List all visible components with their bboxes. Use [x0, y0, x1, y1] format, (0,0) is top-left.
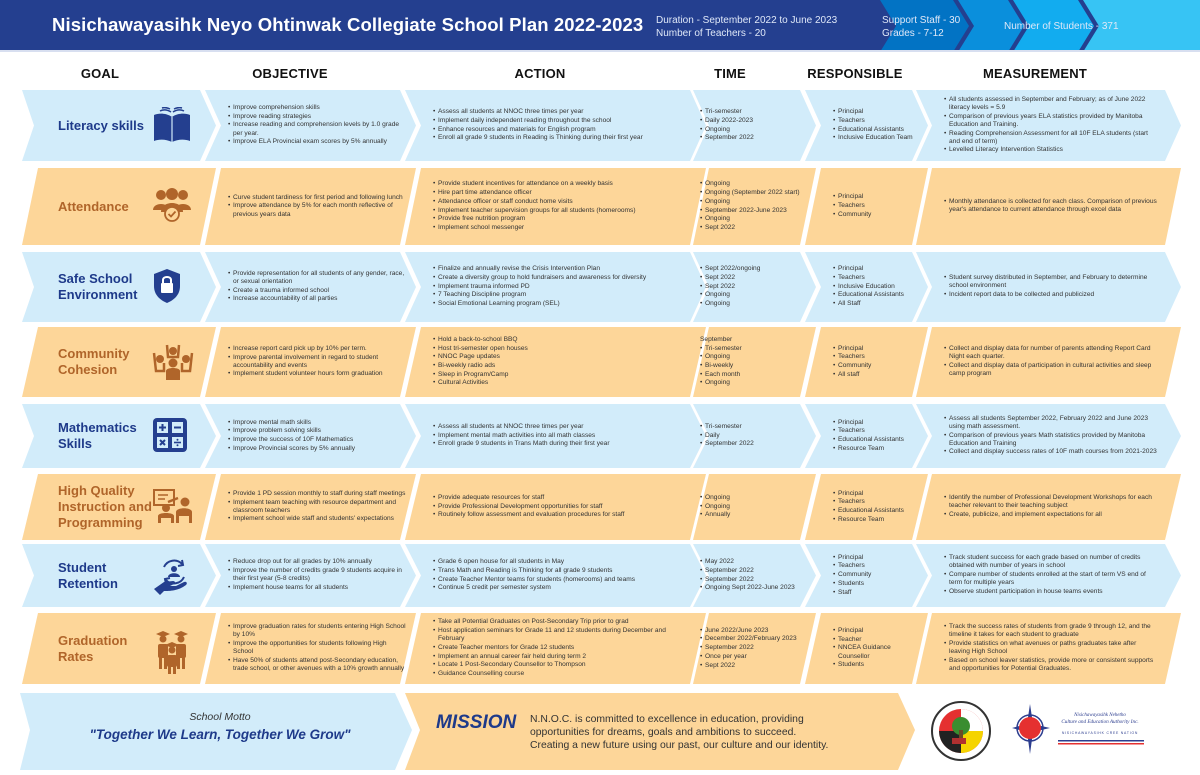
responsible-item: • NNCEA Guidance Counsellor — [833, 644, 918, 660]
logo-text-line3: NISICHAWAYASIHK CREE NATION — [1061, 731, 1139, 735]
action-item: • Implement school messenger — [433, 224, 688, 232]
plan-row-student-retention — [0, 544, 1200, 607]
responsible-cell — [833, 616, 918, 681]
goal-text: Graduation Rates — [58, 632, 128, 664]
action-item: • Locate 1 Post-Secondary Counsellor to Thompson — [433, 661, 688, 669]
time-item: • Ongoing — [700, 503, 800, 511]
column-header-time: TIME — [714, 66, 746, 81]
objective-item: • Improve reading strategies — [228, 113, 408, 121]
time-item: • Tri-semester — [700, 423, 800, 431]
time-cell — [700, 171, 800, 242]
measurement-item: • Assess all students September 2022, February 2022 and June 2023 using math assessment. — [944, 415, 1159, 431]
objective-cell — [228, 616, 408, 681]
responsible-item: • Principal — [833, 627, 918, 635]
time-list — [700, 180, 800, 232]
measurement-item: • Collect and display success rates of 10F math courses from 2021-2023 — [944, 448, 1159, 456]
logo-text-line2: Culture and Education Authority Inc. — [1061, 719, 1139, 725]
time-item: • Tri-semester — [700, 108, 800, 116]
action-item: • Create Teacher mentors for Grade 12 students — [433, 644, 688, 652]
students-count: Number of Students - 371 — [1004, 21, 1119, 32]
time-item: • Ongoing — [700, 126, 800, 134]
objective-list — [228, 194, 408, 219]
mission-statement — [530, 713, 870, 752]
responsible-list — [833, 554, 918, 597]
responsible-item: • Inclusive Education Team — [833, 134, 918, 142]
duration-text: Duration - September 2022 to June 2023 — [656, 15, 838, 26]
graduates-icon — [152, 630, 192, 679]
goal-label — [58, 544, 158, 607]
objective-list — [228, 270, 408, 304]
education-authority-logo — [1010, 702, 1170, 758]
action-item: • Create Teacher Mentor teams for students (homerooms) and teams — [433, 576, 688, 584]
plan-row-graduation-rates — [0, 613, 1200, 684]
time-item: • Ongoing — [700, 215, 800, 223]
time-item: • Annually — [700, 511, 800, 519]
time-item: • Ongoing — [700, 198, 800, 206]
measurement-list — [944, 494, 1159, 519]
action-item: • Continue 5 credit per semester system — [433, 584, 688, 592]
time-item: • Sept 2022/ongoing — [700, 265, 800, 273]
time-list — [700, 558, 800, 593]
time-item: • Bi-weekly — [700, 362, 800, 370]
action-item: • Guidance Counselling course — [433, 670, 688, 678]
measurement-item: • Student survey distributed in September, and February to determine school environment — [944, 274, 1159, 290]
responsible-item: • Educational Assistants — [833, 436, 918, 444]
responsible-item: • Teachers — [833, 427, 918, 435]
action-item: • Assess all students at NNOC three times per year — [433, 423, 688, 431]
plan-row-mathematics-skills — [0, 404, 1200, 468]
measurement-cell — [944, 616, 1159, 681]
mission-line: opportunities for dreams, goals and ambitions to succeed. — [530, 727, 797, 738]
time-item: • Ongoing — [700, 291, 800, 299]
responsible-item: • Teachers — [833, 274, 918, 282]
responsible-item: • Resource Team — [833, 516, 918, 524]
action-list — [433, 494, 688, 520]
page-header — [0, 0, 1200, 52]
time-cell — [700, 93, 800, 158]
time-item: • June 2022/June 2023 — [700, 627, 800, 635]
responsible-list — [833, 345, 918, 380]
objective-item: • Improve comprehension skills — [228, 104, 408, 112]
responsible-item: • Inclusive Education — [833, 283, 918, 291]
responsible-item: • Teachers — [833, 562, 918, 570]
time-cell — [700, 547, 800, 604]
time-item: • Daily 2022-2023 — [700, 117, 800, 125]
measurement-item: • Provide statistics on what avenues or paths graduates take after leaving High School — [944, 640, 1159, 656]
time-item: • Ongoing — [700, 379, 800, 387]
time-list — [700, 423, 800, 449]
plan-row-safe-school-environment — [0, 252, 1200, 322]
calculator-icon — [152, 417, 188, 458]
objective-item: • Create a trauma informed school — [228, 287, 408, 295]
measurement-item: • Collect and display data of participation in cultural activities and sleep camp program — [944, 362, 1159, 378]
objective-cell — [228, 255, 408, 319]
time-item: • Tri-semester — [700, 345, 800, 353]
measurement-item: • Track the success rates of students from grade 9 through 12, and the timeline it takes for each student to graduate — [944, 623, 1159, 639]
responsible-item: • Principal — [833, 419, 918, 427]
column-header-goal: GOAL — [80, 66, 120, 81]
measurement-cell — [944, 93, 1159, 158]
responsible-list — [833, 265, 918, 308]
objective-item: • Have 50% of students attend post-Secondary education, trade school, or other avenues with a 10% growth annually — [228, 657, 408, 673]
responsible-item: • Community — [833, 571, 918, 579]
time-item: • September 2022 — [700, 644, 800, 652]
goal-label — [58, 252, 158, 322]
group-check-icon — [152, 188, 192, 227]
objective-list — [228, 490, 408, 524]
objective-item: • Implement student volunteer hours form graduation — [228, 370, 408, 378]
action-item: • Implement trauma informed PD — [433, 283, 688, 291]
objective-item: • Implement house teams for all students — [228, 584, 408, 592]
action-list — [433, 423, 688, 449]
action-item: • Implement mental math activities into all math classes — [433, 432, 688, 440]
measurement-list — [944, 554, 1159, 596]
goal-text: Attendance — [58, 198, 129, 214]
responsible-item: • Educational Assistants — [833, 507, 918, 515]
shield-lock-icon — [152, 268, 182, 309]
objective-item: • Increase report card pick up by 10% per term. — [228, 345, 408, 353]
responsible-item: • Principal — [833, 193, 918, 201]
plan-row-attendance — [0, 168, 1200, 245]
time-cell — [700, 255, 800, 319]
action-item: • Create a diversity group to hold fundraisers and awareness for diversity — [433, 274, 688, 282]
responsible-item: • Teacher — [833, 636, 918, 644]
objective-item: • Improve ELA Provincial exam scores by 5% annually — [228, 138, 408, 146]
time-lead-item: September — [700, 335, 733, 343]
measurement-list — [944, 623, 1159, 673]
objective-item: • Improve mental math skills — [228, 419, 408, 427]
action-item: • Enroll grade 9 students in Trans Math during their first year — [433, 440, 688, 448]
action-item: • Provide free nutrition program — [433, 215, 688, 223]
responsible-item: • Educational Assistants — [833, 126, 918, 134]
responsible-item: • Principal — [833, 265, 918, 273]
responsible-cell — [833, 477, 918, 537]
responsible-item: • Principal — [833, 345, 918, 353]
objective-item: • Improve the number of credits grade 9 students acquire in their first year (5-8 credits) — [228, 567, 408, 583]
measurement-item: • Create, publicize, and implement expectations for all — [944, 511, 1159, 519]
time-item: • Ongoing — [700, 180, 800, 188]
time-item: • Daily — [700, 432, 800, 440]
action-item: • NNOC Page updates — [433, 353, 688, 361]
support-staff-count: Support Staff - 30 — [882, 15, 961, 26]
objective-cell — [228, 93, 408, 158]
measurement-item: • Reading Comprehension Assessment for all 10F ELA students (start and end of term) — [944, 130, 1159, 146]
objective-item: • Improve the success of 10F Mathematics — [228, 436, 408, 444]
action-list — [433, 618, 688, 678]
measurement-item: • Based on school leaver statistics, provide more or consistent supports and opportunities for Potential Graduates. — [944, 657, 1159, 673]
action-item: • Social Emotional Learning program (SEL) — [433, 300, 688, 308]
measurement-cell — [944, 330, 1159, 394]
responsible-cell — [833, 255, 918, 319]
mission-line: N.N.O.C. is committed to excellence in education, providing — [530, 714, 804, 725]
responsible-item: • Staff — [833, 589, 918, 597]
responsible-cell — [833, 93, 918, 158]
responsible-item: • All Staff — [833, 300, 918, 308]
time-item: • Once per year — [700, 653, 800, 661]
objective-item: • Implement school wide staff and students' expectations — [228, 515, 408, 523]
measurement-item: • All students assessed in September and February; as of June 2022 literacy levels = 5.9 — [944, 96, 1159, 112]
measurement-item: • Monthly attendance is collected for each class. Comparison of previous year's attendance to current attendance through excel data — [944, 198, 1159, 214]
responsible-item: • Educational Assistants — [833, 291, 918, 299]
responsible-list — [833, 627, 918, 670]
objective-item: • Reduce drop out for all grades by 10% annually — [228, 558, 408, 566]
measurement-list — [944, 274, 1159, 299]
responsible-list — [833, 108, 918, 143]
plan-row-literacy-skills — [0, 90, 1200, 161]
hand-person-cycle-icon — [152, 557, 192, 602]
action-cell — [433, 93, 688, 158]
objective-item: • Improve problem solving skills — [228, 427, 408, 435]
time-item: • Sept 2022 — [700, 662, 800, 670]
time-cell — [700, 477, 800, 537]
objective-cell — [228, 407, 408, 465]
measurement-item: • Incident report data to be collected and publicized — [944, 291, 1159, 299]
measurement-list — [944, 415, 1159, 457]
measurement-item: • Comparison of previous years Math statistics provided by Manitoba Education and Training — [944, 432, 1159, 448]
action-cell — [433, 407, 688, 465]
objective-item: • Provide 1 PD session monthly to staff during staff meetings — [228, 490, 408, 498]
objective-item: • Increase reading and comprehension levels by 1.0 grade per year. — [228, 121, 408, 137]
objective-cell — [228, 477, 408, 537]
action-cell — [433, 330, 688, 394]
objective-item: • Improve the opportunities for students following High School — [228, 640, 408, 656]
staff-grades-info — [882, 14, 960, 40]
responsible-item: • Principal — [833, 108, 918, 116]
time-list — [700, 627, 800, 670]
time-item: • Sept 2022 — [700, 283, 800, 291]
action-item: • Routinely follow assessment and evaluation procedures for staff — [433, 511, 688, 519]
goal-label — [58, 613, 158, 684]
objective-item: • Provide representation for all students of any gender, race, or sexual orientation — [228, 270, 408, 286]
action-list — [433, 180, 688, 232]
time-item: • Ongoing Sept 2022-June 2023 — [700, 584, 800, 592]
action-cell — [433, 171, 688, 242]
time-item: • December 2022/February 2023 — [700, 635, 800, 643]
objective-cell — [228, 547, 408, 604]
time-list — [700, 336, 800, 388]
responsible-item: • Principal — [833, 554, 918, 562]
action-cell — [433, 477, 688, 537]
time-item: • September 2022-June 2023 — [700, 207, 800, 215]
action-item: • Attendance officer or staff conduct home visits — [433, 198, 688, 206]
goal-label — [58, 327, 158, 397]
time-item: • Sept 2022 — [700, 224, 800, 232]
goal-text: Literacy skills — [58, 117, 144, 133]
time-list — [700, 265, 800, 308]
action-list — [433, 265, 688, 308]
responsible-item: • Teachers — [833, 353, 918, 361]
community-people-icon — [152, 343, 194, 386]
responsible-item: • Community — [833, 211, 918, 219]
responsible-list — [833, 193, 918, 219]
responsible-list — [833, 419, 918, 454]
time-item: • September 2022 — [700, 576, 800, 584]
measurement-item: • Track student success for each grade based on number of credits obtained with number of years in school — [944, 554, 1159, 570]
objective-item: • Improve parental involvement in regard to student accountability and events — [228, 354, 408, 370]
measurement-list — [944, 345, 1159, 379]
responsible-item: • All staff — [833, 371, 918, 379]
objective-cell — [228, 171, 408, 242]
page-title: Nisichawayasihk Neyo Ohtinwak Collegiate School Plan 2022-2023 — [52, 14, 644, 35]
objective-cell — [228, 330, 408, 394]
time-item: • Ongoing — [700, 300, 800, 308]
responsible-cell — [833, 407, 918, 465]
measurement-cell — [944, 547, 1159, 604]
action-item: • Cultural Activities — [433, 379, 688, 387]
responsible-item: • Students — [833, 661, 918, 669]
objective-list — [228, 345, 408, 379]
action-item: • Provide adequate resources for staff — [433, 494, 688, 502]
objective-item: • Increase accountability of all parties — [228, 295, 408, 303]
action-item: • 7 Teaching Discipline program — [433, 291, 688, 299]
action-item: • Enroll all grade 9 students in Reading is Thinking during their first year — [433, 134, 688, 142]
action-item: • Hire part time attendance officer — [433, 189, 688, 197]
measurement-item: • Comparison of previous years ELA statistics provided by Manitoba Education and Training. — [944, 113, 1159, 129]
school-motto: "Together We Learn, Together We Grow" — [89, 727, 351, 742]
time-list — [700, 108, 800, 143]
action-item: • Provide student incentives for attendance on a weekly basis — [433, 180, 688, 188]
action-list — [433, 336, 688, 388]
action-item: • Provide Professional Development opportunities for staff — [433, 503, 688, 511]
time-item: • September 2022 — [700, 440, 800, 448]
action-item: • Trans Math and Reading is Thinking for all grade 9 students — [433, 567, 688, 575]
responsible-item: • Teachers — [833, 498, 918, 506]
action-item: • Take all Potential Graduates on Post-Secondary Trip prior to grad — [433, 618, 688, 626]
column-header-responsible: RESPONSIBLE — [807, 66, 903, 81]
action-item: • Grade 6 open house for all students in May — [433, 558, 688, 566]
responsible-cell — [833, 171, 918, 242]
goal-text: Student Retention — [58, 559, 118, 591]
action-item: • Finalize and annually revise the Crisis Intervention Plan — [433, 265, 688, 273]
logo-text-line1: Nisichawayasihk Nehetho — [1074, 713, 1126, 718]
responsible-list — [833, 490, 918, 525]
goal-label — [58, 404, 158, 468]
column-header-measurement: MEASUREMENT — [982, 66, 1088, 81]
action-list — [433, 558, 688, 593]
time-item: • September 2022 — [700, 134, 800, 142]
mission-line: Creating a new future using our past, our culture and our identity. — [530, 740, 829, 751]
action-item: • Assess all students at NNOC three times per year — [433, 108, 688, 116]
action-cell — [433, 616, 688, 681]
goal-label — [58, 90, 158, 161]
measurement-list — [944, 198, 1159, 215]
goal-text: Community Cohesion — [58, 346, 130, 377]
goal-label — [58, 474, 158, 540]
time-cell — [700, 407, 800, 465]
responsible-item: • Principal — [833, 490, 918, 498]
responsible-cell — [833, 330, 918, 394]
measurement-cell — [944, 171, 1159, 242]
column-header-objective: OBJECTIVE — [252, 66, 328, 81]
action-item: • Sleep in Program/Camp — [433, 371, 688, 379]
time-item: • Ongoing — [700, 353, 800, 361]
action-cell — [433, 255, 688, 319]
time-item: • Ongoing — [700, 494, 800, 502]
action-item: • Enhance resources and materials for English program — [433, 126, 688, 134]
school-motto-caption: School Motto — [189, 711, 251, 723]
time-item: • Each month — [700, 371, 800, 379]
objective-item: • Improve Provincial scores by 5% annually — [228, 445, 408, 453]
action-item: • Host application seminars for Grade 11 and 12 students during December and February — [433, 627, 688, 643]
measurement-cell — [944, 255, 1159, 319]
goal-label — [58, 168, 158, 245]
logos-area — [930, 700, 1160, 760]
open-book-icon — [152, 107, 192, 148]
responsible-item: • Teachers — [833, 202, 918, 210]
objective-item: • Improve graduation rates for students entering High School by 10% — [228, 623, 408, 639]
measurement-item: • Observe student participation in house teams events — [944, 588, 1159, 596]
responsible-item: • Community — [833, 362, 918, 370]
action-cell — [433, 547, 688, 604]
time-item: • Ongoing (September 2022 start) — [700, 189, 800, 197]
objective-list — [228, 558, 408, 592]
objective-item: • Improve attendance by 5% for each month reflective of previous years data — [228, 202, 408, 218]
measurement-cell — [944, 407, 1159, 465]
objective-list — [228, 419, 408, 454]
time-item: • May 2022 — [700, 558, 800, 566]
action-item: • Implement teacher supervision groups for all students (homerooms) — [433, 207, 688, 215]
time-cell — [700, 616, 800, 681]
measurement-item: • Levelled Literacy Intervention Statistics — [944, 146, 1159, 154]
plan-row-community-cohesion — [0, 327, 1200, 397]
time-cell — [700, 330, 800, 394]
goal-text: High Quality Instruction and Programming — [58, 483, 152, 530]
column-header-action: ACTION — [514, 66, 566, 81]
objective-item: • Curve student tardiness for first period and following lunch — [228, 194, 408, 202]
time-list — [700, 494, 800, 520]
goal-text: Mathematics Skills — [58, 420, 137, 451]
teacher-presentation-icon — [152, 488, 194, 529]
objective-item: • Implement team teaching with resource department and classroom teachers — [228, 499, 408, 515]
action-item: • Hold a back-to-school BBQ — [433, 336, 688, 344]
objective-list — [228, 104, 408, 147]
measurement-item: • Collect and display data for number of parents attending Report Card Night each quarter. — [944, 345, 1159, 361]
action-item: • Bi-weekly radio ads — [433, 362, 688, 370]
plan-row-high-quality-instruction-and-programming — [0, 474, 1200, 540]
responsible-item: • Students — [833, 580, 918, 588]
responsible-cell — [833, 547, 918, 604]
teachers-count: Number of Teachers - 20 — [656, 28, 766, 39]
action-item: • Host tri-semester open houses — [433, 345, 688, 353]
time-item: • September 2022 — [700, 567, 800, 575]
action-item: • Implement daily independent reading throughout the school — [433, 117, 688, 125]
action-item: • Implement an annual career fair held during term 2 — [433, 653, 688, 661]
measurement-cell — [944, 477, 1159, 537]
measurement-list — [944, 96, 1159, 155]
measurement-item: • Compare number of students enrolled at the start of term VS end of term for multiple years — [944, 571, 1159, 587]
responsible-item: • Teachers — [833, 117, 918, 125]
responsible-item: • Resource Team — [833, 445, 918, 453]
goal-text: Safe School Environment — [58, 271, 138, 302]
mission-label: MISSION — [436, 712, 517, 733]
grades-range: Grades - 7-12 — [882, 28, 944, 39]
measurement-item: • Identify the number of Professional Development Workshops for each teacher relevant to their teaching subject — [944, 494, 1159, 510]
time-item: • Sept 2022 — [700, 274, 800, 282]
school-seal-logo — [930, 700, 992, 762]
plan-duration-info — [656, 14, 837, 40]
action-list — [433, 108, 688, 143]
objective-list — [228, 623, 408, 673]
